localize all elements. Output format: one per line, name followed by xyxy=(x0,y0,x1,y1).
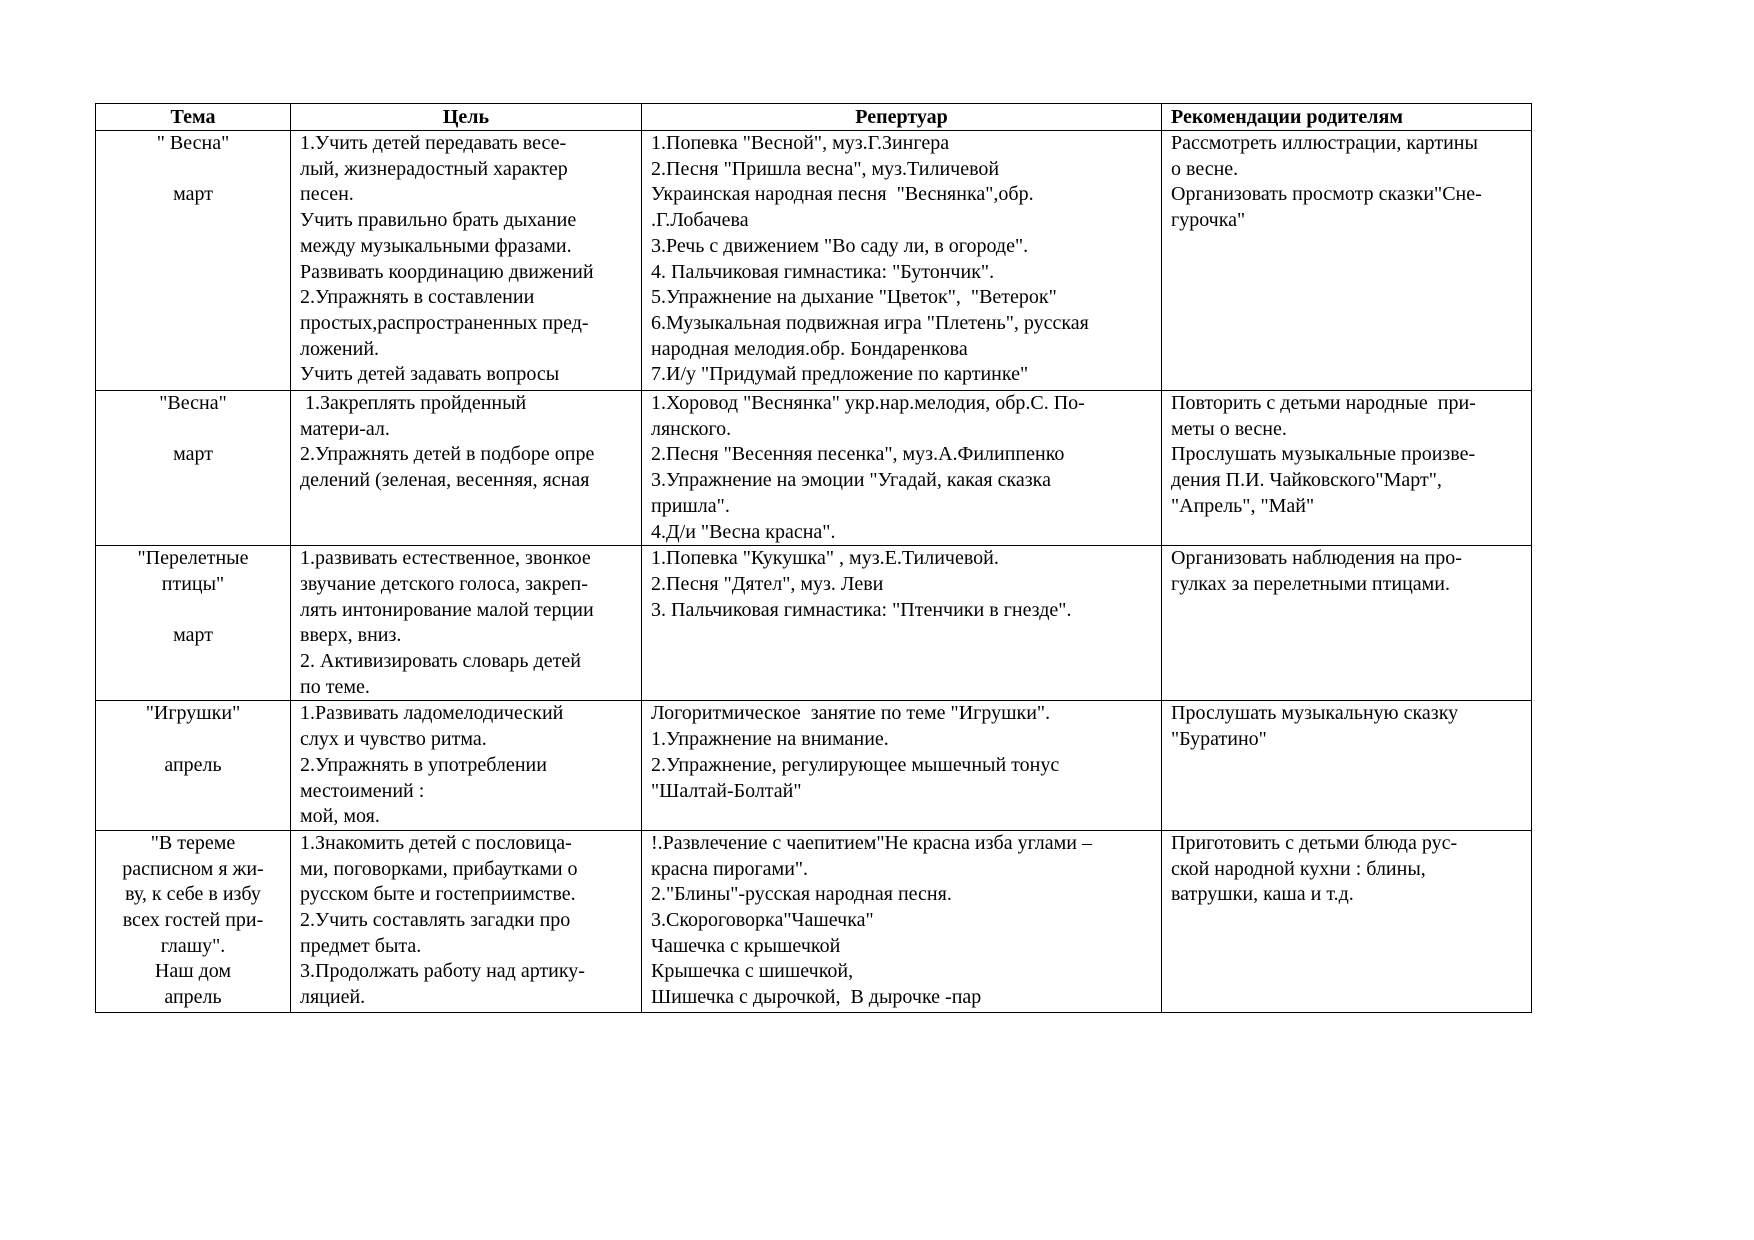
theme-cell xyxy=(96,701,291,831)
repertoire-line: 3. Пальчиковая гимнастика: "Птенчики в гнезде". xyxy=(651,598,1072,621)
repertoire-line: 3.Скороговорка"Чашечка" xyxy=(651,909,874,932)
goal-line: лять интонирование малой терции xyxy=(300,598,594,621)
repertoire-cell xyxy=(642,830,1162,1012)
goal-line: 1.Закреплять пройденный xyxy=(300,392,527,414)
repertoire-line: 1.Хоровод "Веснянка" укр.нар.мелодия, обр.С. По- xyxy=(651,392,1085,414)
repertoire-line: 1.Попевка "Весной", муз.Г.Зингера xyxy=(651,132,950,154)
goal-line: 1.Знакомить детей с пословица- xyxy=(300,831,572,854)
theme-line: " Весна" xyxy=(156,132,230,154)
theme-line: Наш дом xyxy=(154,960,232,983)
recommendations-line: ской народной кухни : блины, xyxy=(1171,857,1426,880)
theme-cell xyxy=(96,830,291,1012)
recommendations-line: ватрушки, каша и т.д. xyxy=(1171,883,1354,906)
theme-line: птицы" xyxy=(161,572,225,595)
goal-cell xyxy=(291,131,642,391)
repertoire-line: 2.Песня "Пришла весна", муз.Тиличевой xyxy=(651,157,1000,180)
repertoire-cell xyxy=(642,391,1162,546)
goal-line: мой, моя. xyxy=(300,805,380,828)
recommendations-line: Прослушать музыкальные произве- xyxy=(1171,443,1476,466)
goal-line: делений (зеленая, весенняя, ясная xyxy=(300,469,590,492)
theme-line: апрель xyxy=(164,986,222,1009)
goal-line: местоимений : xyxy=(300,779,425,802)
repertoire-line: Украинская народная песня "Веснянка",обр. xyxy=(651,183,1034,206)
theme-line: март xyxy=(173,624,213,647)
goal-line: предмет быта. xyxy=(300,934,422,957)
goal-line: 2.Упражнять в составлении xyxy=(300,286,535,309)
table-header xyxy=(96,104,1532,131)
goal-line: простых,распространенных пред- xyxy=(300,311,589,334)
recommendations-line: гурочка" xyxy=(1171,209,1246,232)
blank-line xyxy=(100,727,286,753)
goal-line: 3.Продолжать работу над артику- xyxy=(300,960,585,983)
repertoire-line: .Г.Лобачева xyxy=(651,209,749,232)
recommendations-cell xyxy=(1162,546,1532,701)
table-row xyxy=(96,131,1532,391)
header-goal: Цель xyxy=(291,104,642,131)
theme-line: глашу". xyxy=(160,934,226,957)
goal-line: вверх, вниз. xyxy=(300,624,402,647)
repertoire-line: "Шалтай-Болтай" xyxy=(651,779,802,802)
goal-line: 2.Упражнять в употреблении xyxy=(300,753,547,776)
theme-line: апрель xyxy=(164,753,222,776)
repertoire-line: пришла". xyxy=(651,494,730,517)
repertoire-line: Чашечка с крышечкой xyxy=(651,934,841,957)
blank-line xyxy=(100,598,286,624)
recommendations-line: Повторить с детьми народные при- xyxy=(1171,392,1476,414)
recommendations-line: "Буратино" xyxy=(1171,728,1267,751)
repertoire-line: 4.Д/и "Весна красна". xyxy=(651,520,836,543)
recommendations-cell xyxy=(1162,131,1532,391)
header-theme: Тема xyxy=(96,104,291,131)
theme-line: "В тереме xyxy=(150,831,236,854)
table-row xyxy=(96,546,1532,701)
goal-line: Учить детей задавать вопросы xyxy=(300,363,560,386)
goal-line: по теме. xyxy=(300,675,370,698)
table-body xyxy=(96,131,1532,1013)
repertoire-cell xyxy=(642,131,1162,391)
recommendations-cell xyxy=(1162,830,1532,1012)
repertoire-line: красна пирогами". xyxy=(651,857,809,880)
repertoire-line: 4. Пальчиковая гимнастика: "Бутончик". xyxy=(651,260,995,283)
recommendations-line: "Апрель", "Май" xyxy=(1171,494,1315,517)
theme-cell xyxy=(96,391,291,546)
goal-cell xyxy=(291,701,642,831)
table-row xyxy=(96,391,1532,546)
theme-line: март xyxy=(173,183,213,206)
goal-line: 1.Учить детей передавать весе- xyxy=(300,132,567,154)
theme-line: "Весна" xyxy=(159,392,227,414)
blank-line xyxy=(100,417,286,443)
repertoire-line: 2.Песня "Дятел", муз. Леви xyxy=(651,572,884,595)
goal-line: матери-ал. xyxy=(300,417,390,440)
recommendations-line: Приготовить с детьми блюда рус- xyxy=(1171,831,1458,854)
recommendations-line: гулках за перелетными птицами. xyxy=(1171,572,1451,595)
goal-line: Развивать координацию движений xyxy=(300,260,594,283)
repertoire-line: 2.Песня "Весенняя песенка", муз.А.Филиппенко xyxy=(651,443,1065,466)
repertoire-line: Крышечка с шишечкой, xyxy=(651,960,854,983)
repertoire-line: 6.Музыкальная подвижная игра "Плетень", русская xyxy=(651,311,1089,334)
goal-line: 2. Активизировать словарь детей xyxy=(300,650,581,673)
goal-line: 2.Упражнять детей в подборе опре xyxy=(300,443,595,466)
recommendations-cell xyxy=(1162,391,1532,546)
repertoire-line: 1.Попевка "Кукушка" , муз.Е.Тиличевой. xyxy=(651,547,999,570)
table-row xyxy=(96,830,1532,1012)
goal-line: ляцией. xyxy=(300,986,366,1009)
repertoire-line: лянского. xyxy=(651,417,732,440)
goal-line: песен. xyxy=(300,183,354,206)
recommendations-line: Организовать просмотр сказки"Сне- xyxy=(1171,183,1482,206)
theme-line: всех гостей при- xyxy=(122,909,264,932)
goal-line: звучание детского голоса, закреп- xyxy=(300,572,588,595)
goal-line: 2.Учить составлять загадки про xyxy=(300,909,571,932)
theme-cell xyxy=(96,131,291,391)
goal-line: ложений. xyxy=(300,337,380,360)
repertoire-line: Логоритмическое занятие по теме "Игрушки". xyxy=(651,702,1051,725)
repertoire-line: 3.Упражнение на эмоции "Угадай, какая сказка xyxy=(651,469,1051,492)
repertoire-cell xyxy=(642,546,1162,701)
repertoire-line: !.Развлечение с чаепитием"Не красна изба углами – xyxy=(651,831,1092,854)
table-row xyxy=(96,701,1532,831)
theme-line: "Игрушки" xyxy=(145,702,241,725)
theme-cell xyxy=(96,546,291,701)
recommendations-line: Рассмотреть иллюстрации, картины xyxy=(1171,132,1478,154)
repertoire-line: 5.Упражнение на дыхание "Цветок", "Ветерок" xyxy=(651,286,1057,309)
goal-cell xyxy=(291,391,642,546)
repertoire-line: народная мелодия.обр. Бондаренкова xyxy=(651,337,968,360)
repertoire-line: 7.И/у "Придумай предложение по картинке" xyxy=(651,363,1029,386)
repertoire-line: 1.Упражнение на внимание. xyxy=(651,728,889,751)
goal-line: 1.развивать естественное, звонкое xyxy=(300,547,591,570)
recommendations-line: меты о весне. xyxy=(1171,417,1287,440)
goal-line: слух и чувство ритма. xyxy=(300,728,487,751)
repertoire-line: 2."Блины"-русская народная песня. xyxy=(651,883,952,906)
goal-line: между музыкальными фразами. xyxy=(300,234,572,257)
header-repertoire: Репертуар xyxy=(642,104,1162,131)
goal-line: лый, жизнерадостный характер xyxy=(300,157,568,180)
repertoire-cell xyxy=(642,701,1162,831)
header-recommendations: Рекомендации родителям xyxy=(1162,104,1532,131)
goal-line: ми, поговорками, прибаутками о xyxy=(300,857,578,880)
header-row xyxy=(96,104,1532,131)
repertoire-line: 3.Речь с движением "Во саду ли, в огороде". xyxy=(651,234,1029,257)
recommendations-line: о весне. xyxy=(1171,157,1239,180)
goal-line: Учить правильно брать дыхание xyxy=(300,209,577,232)
blank-line xyxy=(100,157,286,183)
theme-line: март xyxy=(173,443,213,466)
theme-line: "Перелетные xyxy=(137,547,249,570)
repertoire-line: 2.Упражнение, регулирующее мышечный тонус xyxy=(651,753,1060,776)
goal-cell xyxy=(291,546,642,701)
repertoire-line: Шишечка с дырочкой, В дырочке -пар xyxy=(651,986,982,1009)
goal-line: 1.Развивать ладомелодический xyxy=(300,702,564,725)
recommendations-line: Прослушать музыкальную сказку xyxy=(1171,702,1459,725)
recommendations-cell xyxy=(1162,701,1532,831)
theme-line: ву, к себе в избу xyxy=(125,883,261,906)
goal-line: русском быте и гостеприимстве. xyxy=(300,883,576,906)
plan-table xyxy=(95,103,1532,1013)
recommendations-line: Организовать наблюдения на про- xyxy=(1171,547,1462,570)
theme-line: расписном я жи- xyxy=(122,857,264,880)
goal-cell xyxy=(291,830,642,1012)
recommendations-line: дения П.И. Чайковского"Март", xyxy=(1171,469,1442,492)
